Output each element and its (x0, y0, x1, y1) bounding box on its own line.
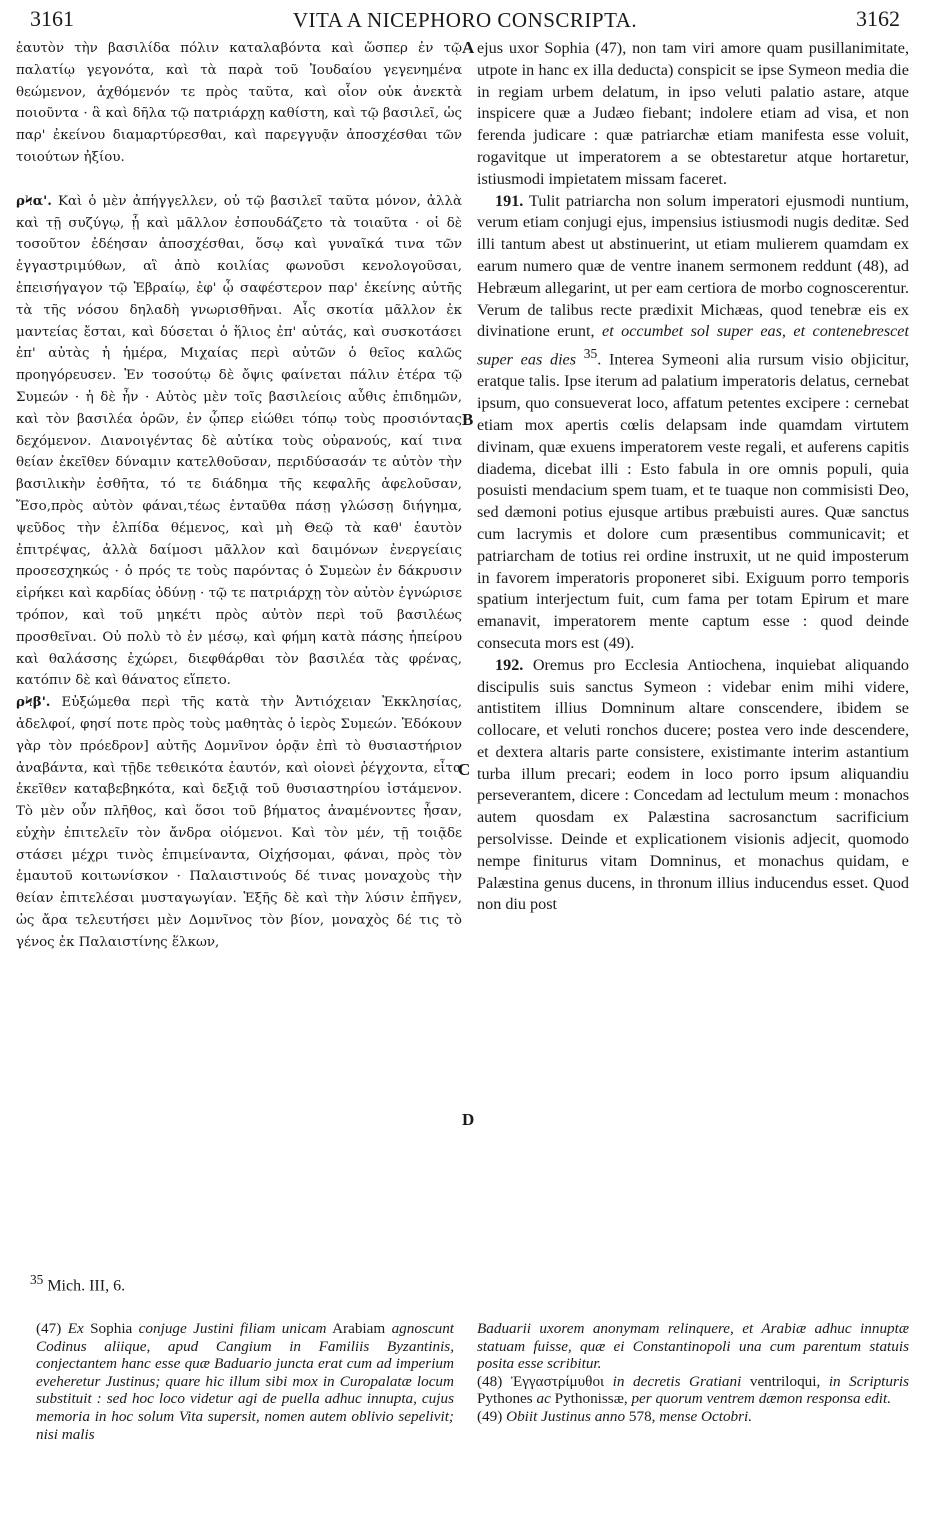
note-47-a: Ex (67, 1320, 84, 1337)
note-47-b: Sophia (90, 1320, 133, 1337)
footnote-reference: 35 (583, 346, 598, 362)
note-49-label: (49) (477, 1407, 503, 1425)
note-47-continued (477, 1320, 909, 1373)
note-47-d: Arabiam (332, 1320, 386, 1337)
scripture-footnote-text: Mich. III, 6. (47, 1277, 126, 1295)
margin-marker-a: A (462, 38, 475, 57)
latin-section-number: 191. (495, 191, 524, 210)
note-48-g: Pythonissæ, (554, 1390, 628, 1408)
notes-right-column (477, 1320, 909, 1530)
latin-quotation: et occumbet sol super eas, et contenebrescet super eas dies (477, 322, 909, 369)
note-48-label: (48) (477, 1372, 503, 1390)
margin-marker-c: C (458, 760, 471, 779)
note-48-c: ventriloqui, (749, 1372, 821, 1390)
scripture-footnote (30, 1272, 125, 1295)
note-47-e: agnoscunt Codinus aliique, apud Cangium in Familiis Byzantinis, conjectantem hanc esse quæ Baduario juncta erat cum ad imperium eveheretur Justinus; quare hic illum sibi mox in Curopalatæ locum substituit : sed hoc loco videtur agi de puella adhuc innupta, cujus memoria in hoc solum Vita supersit, nomen autem oblivio sepelivit; nisi malis (36, 1320, 454, 1443)
greek-paragraph-1: ἑαυτὸν τὴν βασιλίδα πόλιν καταλαβόντα καὶ ὥσπερ ἐν τῷ παλατίῳ γεγονότα, καὶ τὰ παρὰ τοῦ Ἰουδαίου γεγενημένα θεώμενον, ἀχθόμενόν τε πρὸς ταῦτα, καὶ οἷον οὐκ ἀνεκτὰ ποιοῦντα · ἃ καὶ δῆλα τῷ πατριάρχῃ καθίστη, καὶ τῷ βασιλεῖ, ὡς παρ' ἐκείνου διαμαρτύρεσθαι, καὶ παρεγγυᾷν ἀποσχέσθαι τῶν τοιούτων ἠξίου. (16, 41, 462, 165)
latin-section-number: 192. (495, 655, 524, 674)
latin-paragraph-3-text: Oremus pro Ecclesia Antiochena, inquiebat aliquando discipulis suis sanctus Symeon : videbar enim mihi videre, antistitem illius Domninum altare conscendere, ibidem se collocare, et veluti ronchos ducere; postea vero inde descendere, et dextera altaris parte consistere, existimante interim astantium turba illum precari; eodem in loco porro ipsum aliquandiu perseverantem, dicere : Concedam ad lectulum meum : monachos autem quosdam ex Palæstina sacrosanctum sacrificium persolvisse. Deinde et explicationem visionis adjecit, quomodo nempe finiturus vitam Domninus, et monachus quidam, e Palæstina genus ducens, in thronum illius inducendus esset. Quod non diu post (477, 655, 909, 914)
note-48-e: Pythones (477, 1390, 533, 1408)
greek-section-number: ρϞβ'. (16, 694, 51, 711)
right-page-number: 3162 (856, 6, 900, 31)
greek-paragraph-2 (16, 191, 462, 692)
note-47-label: (47) (36, 1320, 62, 1337)
note-48-f: ac (536, 1390, 551, 1408)
greek-paragraph-3-text: Εὐξώμεθα περὶ τῆς κατὰ τὴν Ἀντιόχειαν Ἐκκλησίας, ἀδελφοί, φησί ποτε πρὸς τοὺς μαθητὰς ὁ ἱερὸς Συμεών. Ἐδόκουν γὰρ τὸν πρόεδρον] αὐτῆς Δομνῖνον ὁρᾷν ἐπὶ τὸ θυσιαστήριον ἀναβάντα, καὶ τῇδε τεθεικότα ἑαυτόν, καὶ οἱονεὶ ῥέγχοντα, εἶτα ἐκεῖθεν καταβεβηκότα, καὶ δεξιᾷ τοῦ θυσιαστηρίου ἱστάμενον. Τὸ μὲν οὖν πλῆθος, καὶ ὅσοι τοῦ βήματος ἀναμένοντες ἦσαν, εὐχὴν ἐπιτελεῖν τὸν ἄνδρα οἰόμενοι. Καὶ τὸν μέν, τῇ τοιᾷδε στάσει μέχρι τινὸς ἐπιμείναντα, Οἰχήσομαι, φάναι, πρὸς τὸν ἐμαυτοῦ κοιτωνίσκον · Παλαιστινούς δέ τινας μοναχοὺς τὴν θείαν ἐπιτελέσαι μυσταγωγίαν. Ἑξῆς δὲ καὶ τὴν λύσιν ἐπῆγεν, ὡς ἄρα τελευτήσει μὲν Δομνῖνος τὸν βίον, μοναχὸς δέ τις τὸ γένος ἐκ Παλαιστίνης ἕλκων, (16, 695, 462, 950)
greek-paragraph-3 (16, 692, 462, 954)
margin-marker-d: D (462, 1110, 475, 1129)
page-header (30, 6, 900, 36)
scripture-footnote-ref: 35 (30, 1272, 44, 1287)
notes-left-column (36, 1320, 454, 1530)
latin-paragraph-3 (477, 655, 909, 917)
margin-marker-b: B (462, 410, 474, 429)
latin-paragraph-1: ejus uxor Sophia (47), non tam viri amore quam pusillanimitate, utpote in hanc ex illa deducta) conspicit se ipse Symeon media die in regiam urbem delatum, in ipso veluti palatio astare, atque inspicere quæ a Judæo fiebant; indolere etiam ad visa, et non ferenda judicare : quæ patriarchæ etiam manifesta esse voluit, rogavitque ut imperatorem a se obtestaretur atque hortaretur, istiusmodi impietatem missam faceret. (477, 39, 909, 188)
note-48-b: in decretis Gratiani (612, 1372, 742, 1390)
left-page-number: 3161 (30, 6, 74, 31)
note-49-c: mense Octobri. (659, 1407, 753, 1425)
note-47 (36, 1320, 454, 1443)
latin-paragraph-2 (477, 191, 909, 655)
greek-paragraph-2-text: Καὶ ὁ μὲν ἀπήγγελλεν, οὐ τῷ βασιλεῖ ταῦτα μόνον, ἀλλὰ καὶ τῇ συζύγῳ, ᾗ καὶ μᾶλλον ἐσπουδάζετο τὰ τοιαῦτα · οἱ δὲ τοσοῦτον ἐδέησαν ἀποσχέσθαι, ὅσῳ καὶ γυναῖκά τινα τῶν ἐγγαστριμύθων, αἳ ἀπὸ κοιλίας φωνοῦσι κενολογοῦσαι, ἐπεισήγαγον τῷ Ἑβραίῳ, ἐφ' ᾧ σαφέστερον παρ' ἐκείνης αὐτῆς τὰ τῆς νόσου δηλαδὴ γνωρισθῆναι. Αἷς σκοτία μᾶλλον ἐκ μαντείας ἔσται, καὶ δύσεται ὁ ἥλιος ἐπ' αὐτάς, καὶ συσκοτάσει ἐπ' αὐτὰς ἡ ἡμέρα, Μιχαίας περὶ αὐτῶν ὁ θεῖος καλῶς προηγόρευσεν. Ἐν τοσούτῳ δὲ ὄψις φαίνεται πάλιν ἑτέρα τῷ Συμεών · ἡ δὲ ἦν · Αὐτὸς μὲν τοῖς βασιλείοις αὖθις ἐπιδημῶν, καὶ τὸν βασιλέα ὁρῶν, ἐν ᾧπερ εἰώθει τόπῳ τοὺς προσιόντας δεχόμενον. Διανοιγέντας δὲ αὐτίκα τοὺς οὐρανούς, καί τινα θείαν ἐκεῖθεν δύναμιν κατελθοῦσαν, περιδύσασάν τε αὐτὸν τὴν βασιλικὴν ἐσθῆτα, τό τε διάδημα τῆς κεφαλῆς ἀφελοῦσαν, Ἔσο,πρὸς αὐτὸν φάναι,τέως ἐνταῦθα πάσῃ γλώσσῃ διήγημα, ψεῦδος τὴν ἐλπίδα θέμενος, καὶ μὴ Θεῷ τὰ καθ' ἑαυτὸν ἐπιτρέψας, ἀλλὰ δαίμοσι μᾶλλον καὶ δαιμόνων ἐνεργείαις προσεσχηκώς · ὁ πρός τε τοὺς παρόντας ὁ Συμεὼν ἐν δάκρυσιν εἰρήκει καὶ καρδίας ὀδύνῃ · τῷ τε πατριάρχῃ τὸν αὐτὸν ἐγνώρισε τρόπον, καὶ τοῦ μηκέτι πρὸς αὐτὸν περὶ τοῦ βασιλέως προσθεῖναι. Οὐ πολὺ τὸ ἐν μέσῳ, καὶ φήμη κατὰ πάσης ἠπείρου καὶ θαλάσσης ἐχώρει, διεφθάρθαι τὸν βασιλέα τὰς φρένας, κατόπιν δὲ καὶ θάνατος εἵπετο. (16, 193, 462, 689)
note-48 (477, 1373, 909, 1408)
latin-paragraph-2b: . Interea Symeoni alia rursum visio objicitur, eratque talis. Ipse iterum ad palatium imperatoris delatus, cernebat ipsum, quo consueverat loco, affatum petentes excipere : cernebat etiam mox apertis cœlis delapsam inde quamdam virtutem divinam, quæ exuens imperatorem veste regali, et auferens capitis diadema, dicebat illi : Esto fabula in ore omnis populi, quia posuisti mendacium spem tuam, et te tuaque non commisisti Deo, sed dæmoni potius ejusque artibus præbuisti aures. Quæ sanctus cum lacrymis et dolore cum præsentibus communicavit; et patriarcham de totius rei ordine instruxit, ut ne quid imposterum in favorem imperatoris proponeret sibi. Exiguum porro temporis spatium interjectum fuit, cum fama per totam Epirum et mare emanavit, imperatorem mente captum esse : quod deinde consecuta mors est (49). (477, 350, 909, 652)
note-48-a: Ἐγγαστρίμυθοι (510, 1372, 605, 1390)
running-title: VITA A NICEPHORO CONSCRIPTA. (292, 8, 638, 32)
note-49-a: Obiit Justinus anno (506, 1407, 626, 1425)
latin-column (477, 38, 909, 1228)
note-47-f: Baduarii uxorem anonymam relinquere, et Arabiæ adhuc innuptæ statuam fuisse, quæ ei Constantinopoli una cum parentum statuis posita esse scribitur. (477, 1320, 909, 1373)
note-49-b: 578, (628, 1407, 656, 1425)
note-49 (477, 1408, 909, 1426)
greek-column (16, 38, 462, 1228)
note-48-h: per quorum ventrem dæmon responsa edit. (631, 1390, 892, 1408)
note-48-d: in Scripturis (828, 1372, 909, 1390)
greek-section-number: ρϞα'. (16, 192, 52, 209)
latin-paragraph-2a: Tulit patriarcha non solum imperatori ejusmodi nuntium, verum etiam conjugi ejus, impensius istiusmodi nugis deditæ. Sed illi tantum abest ut abstinuerint, ut etiam mulierem quamdam ex earum numero quæ de ventre inanem sermonem reddunt (48), ad Hebræum allegarint, ut per eam certiora de morbo cognoscerentur. Verum de talibus recte prædixit Michæas, quod tenebræ eis ex divinatione erunt, (477, 191, 909, 341)
note-47-c: conjuge Justini filiam unicam (138, 1320, 327, 1337)
